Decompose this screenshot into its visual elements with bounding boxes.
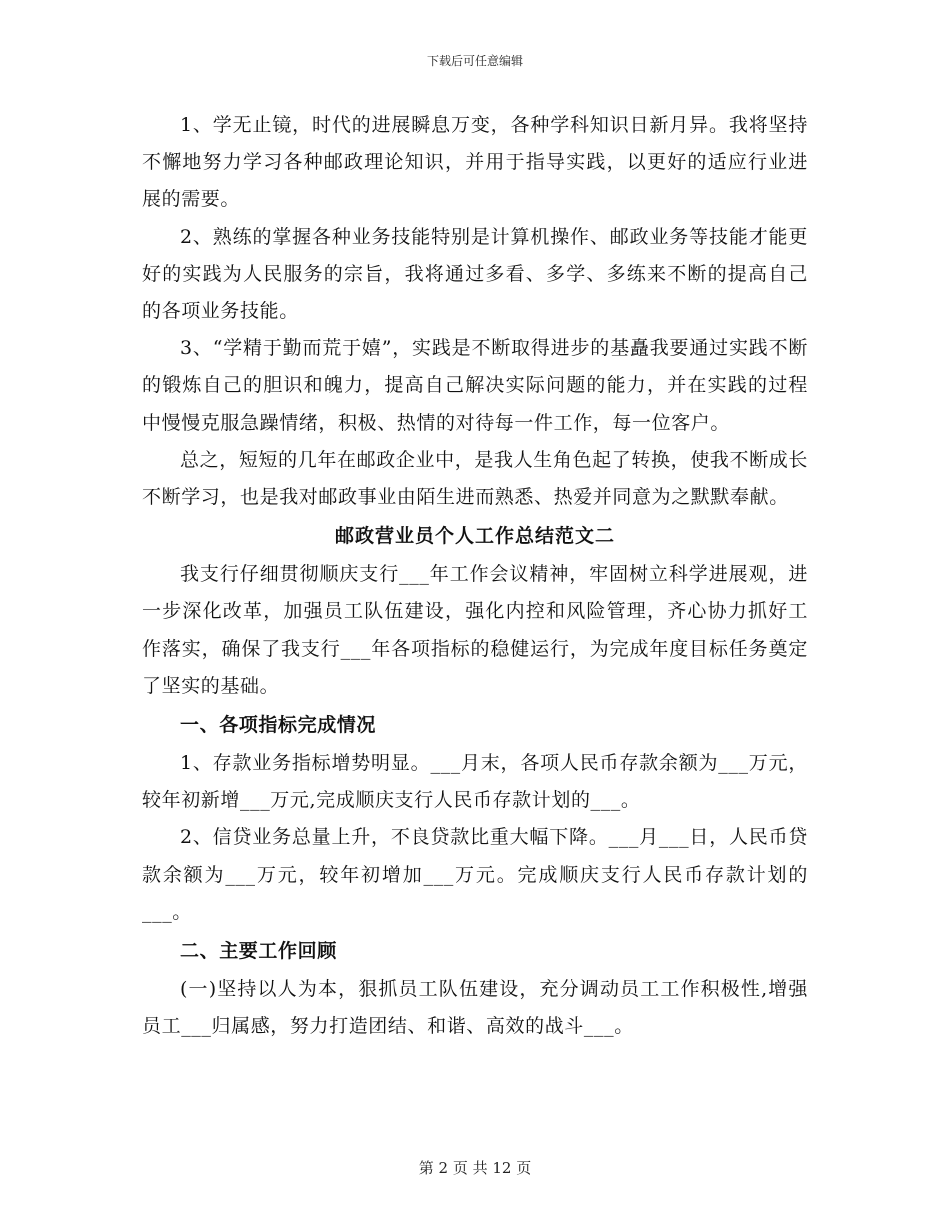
paragraph-3: 3、“学精于勤而荒于嬉”，实践是不断取得进步的基矗我要通过实践不断的锻炼自己的胆识和魄力，提高自己解决实际问题的能力，并在实践的过程中慢慢克服急躁情绪，积极、热情的对待每一件工作，每一位客户。 bbox=[142, 337, 808, 434]
document-body bbox=[142, 107, 808, 1045]
heading-indicators: 一、各项指标完成情况 bbox=[180, 714, 377, 737]
indicator-item-1: 1、存款业务指标增势明显。___月末，各项人民币存款余额为___万元，较年初新增___万元,完成顺庆支行人民币存款计划的___。 bbox=[142, 752, 808, 812]
review-item-1: (一)坚持以人为本，狠抓员工队伍建设，充分调动员工工作积极性,增强员工___归属感，努力打造团结、和谐、高效的战斗___。 bbox=[142, 978, 808, 1038]
intro-paragraph: 我支行仔细贯彻顺庆支行___年工作会议精神，牢固树立科学进展观，进一步深化改革，加强员工队伍建设，强化内控和风险管理，齐心协力抓好工作落实，确保了我支行___年各项指标的稳健运行，为完成年度目标任务奠定了坚实的基础。 bbox=[142, 563, 808, 697]
section-title: 邮政营业员个人工作总结范文二 bbox=[334, 525, 615, 548]
indicator-item-2: 2、信贷业务总量上升，不良贷款比重大幅下降。___月___日，人民币贷款余额为___万元，较年初增加___万元。完成顺庆支行人民币存款计划的___。 bbox=[142, 826, 808, 923]
paragraph-2: 2、熟练的掌握各种业务技能特别是计算机操作、邮政业务等技能才能更好的实践为人民服务的宗旨，我将通过多看、多学、多练来不断的提高自己的各项业务技能。 bbox=[142, 225, 808, 323]
paragraph-4: 总之，短短的几年在邮政企业中，是我人生角色起了转换，使我不断成长不断学习，也是我对邮政事业由陌生进而熟悉、热爱并同意为之默默奉献。 bbox=[142, 448, 808, 509]
heading-review: 二、主要工作回顾 bbox=[180, 940, 337, 963]
paragraph-1: 1、学无止镜，时代的进展瞬息万变，各种学科知识日新月异。我将坚持不懈地努力学习各种邮政理论知识，并用于指导实践，以更好的适应行业进展的需要。 bbox=[142, 114, 808, 211]
page-footer: 第 2 页 共 12 页 bbox=[418, 1159, 532, 1177]
page-header: 下载后可任意编辑 bbox=[426, 54, 523, 68]
